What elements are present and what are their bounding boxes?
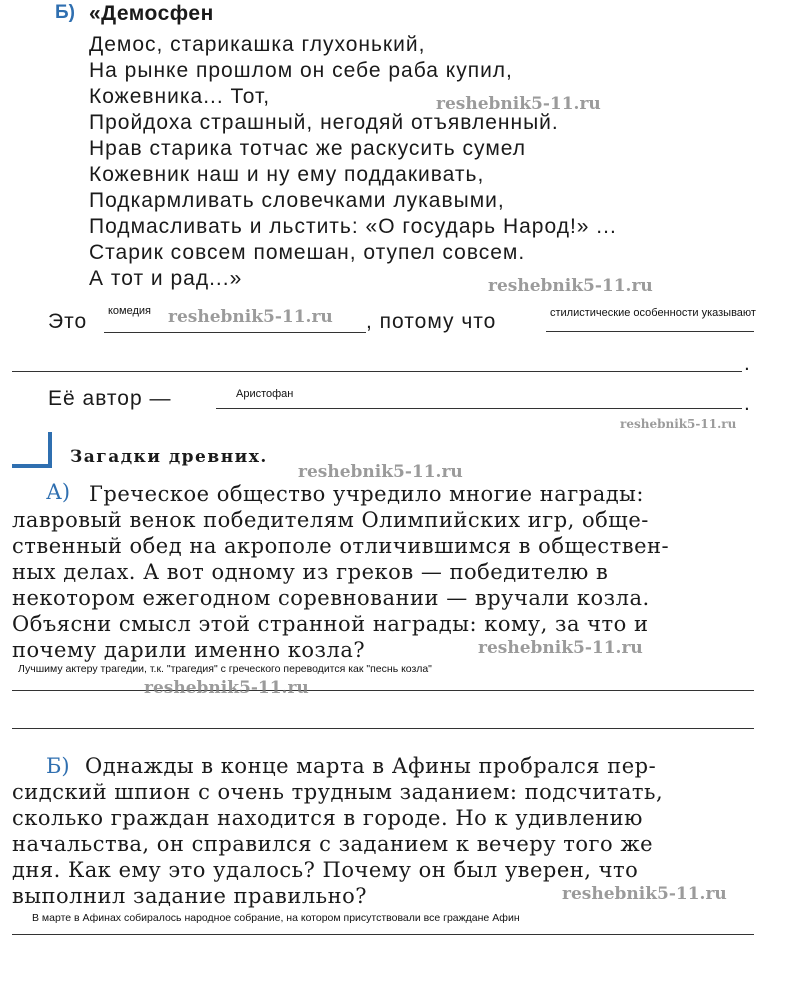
riddles-heading: Загадки древних. xyxy=(70,447,268,467)
genre-answer-line xyxy=(104,332,366,333)
riddle-b-answer[interactable]: В марте в Афинах собиралось народное собрание, на котором присутствовали все граждане Афин xyxy=(32,912,520,924)
author-answer-line xyxy=(216,408,742,409)
section-corner-mark xyxy=(12,432,52,468)
riddle-b-answer-line-1 xyxy=(12,934,754,935)
riddle-b-line: Однажды в конце марта в Афины пробрался пер- xyxy=(85,754,657,778)
riddle-a-label: А) xyxy=(46,480,71,504)
riddle-a-answer-line-2 xyxy=(12,728,754,729)
riddle-a-line: Греческое общество учредило многие награды: xyxy=(89,482,644,506)
watermark: reshebnik5-11.ru xyxy=(562,884,727,904)
poem-line: Кожевника... Тот, xyxy=(89,85,271,108)
riddle-b-line: дня. Как ему это удалось? Почему он был уверен, что xyxy=(12,858,639,882)
author-prefix: Её автор — xyxy=(48,387,172,410)
riddle-b-label: Б) xyxy=(46,754,70,778)
poem-line: Пройдоха страшный, негодяй отъявленный. xyxy=(89,111,559,134)
riddle-a-answer[interactable]: Лучшиму актеру трагедии, т.к. "трагедия" с греческого переводится как "песнь козла" xyxy=(18,663,432,675)
author-end-mark: . xyxy=(744,392,751,415)
poem-line: На рынке прошлом он себе раба купил, xyxy=(89,59,513,82)
riddle-a-line: некотором ежегодном соревновании — вручали козла. xyxy=(12,586,650,610)
riddle-b-line: сидский шпион с очень трудным заданием: подсчитать, xyxy=(12,780,664,804)
riddle-a-line: почему дарили именно козла? xyxy=(12,638,366,662)
watermark: reshebnik5-11.ru xyxy=(298,462,463,482)
watermark: reshebnik5-11.ru xyxy=(168,307,333,327)
riddle-a-line: ных делах. А вот одному из греков — победителю в xyxy=(12,560,609,584)
poem-title: «Демосфен xyxy=(89,2,214,25)
watermark: reshebnik5-11.ru xyxy=(620,417,737,431)
reason-continuation-line xyxy=(12,371,742,372)
watermark: reshebnik5-11.ru xyxy=(144,678,309,698)
riddle-a-line: ственный обед на акрополе отличившимся в обществен- xyxy=(12,534,670,558)
watermark: reshebnik5-11.ru xyxy=(488,276,653,296)
reason-answer[interactable]: стилистические особенности указывают xyxy=(550,307,756,319)
genre-answer[interactable]: комедия xyxy=(108,305,152,317)
poem-line: Подкармливать словечками лукавыми, xyxy=(89,189,505,212)
poem-line: Подмасливать и льстить: «О государь Народ!» ... xyxy=(89,215,617,238)
riddle-a-line: Объясни смысл этой странной награды: кому, за что и xyxy=(12,612,649,636)
reason-answer-line xyxy=(546,331,754,332)
reason-connector: , потому что xyxy=(366,310,497,333)
riddle-b-line: начальства, он справился с заданием к вечеру того же xyxy=(12,832,654,856)
poem-line: Нрав старика тотчас же раскусить сумел xyxy=(89,137,526,160)
riddle-a-answer-line-1 xyxy=(12,690,754,691)
watermark: reshebnik5-11.ru xyxy=(436,94,601,114)
poem-line: Кожевник наш и ну ему поддакивать, xyxy=(89,163,485,186)
poem-line: Старик совсем помешан, отупел совсем. xyxy=(89,241,526,264)
riddle-b-line: сколько граждан находится в городе. Но к удивлению xyxy=(12,806,643,830)
riddle-a-line: лавровый венок победителям Олимпийских игр, обще- xyxy=(12,508,649,532)
author-answer[interactable]: Аристофан xyxy=(236,388,294,400)
riddle-b-line: выполнил задание правильно? xyxy=(12,884,367,908)
genre-prefix: Это xyxy=(48,310,88,333)
poem-line: А тот и рад...» xyxy=(89,267,243,290)
poem-line: Демос, старикашка глухонький, xyxy=(89,33,426,56)
watermark: reshebnik5-11.ru xyxy=(478,638,643,658)
section-b-label: Б) xyxy=(55,2,75,23)
reason-end-mark: . xyxy=(744,352,751,375)
